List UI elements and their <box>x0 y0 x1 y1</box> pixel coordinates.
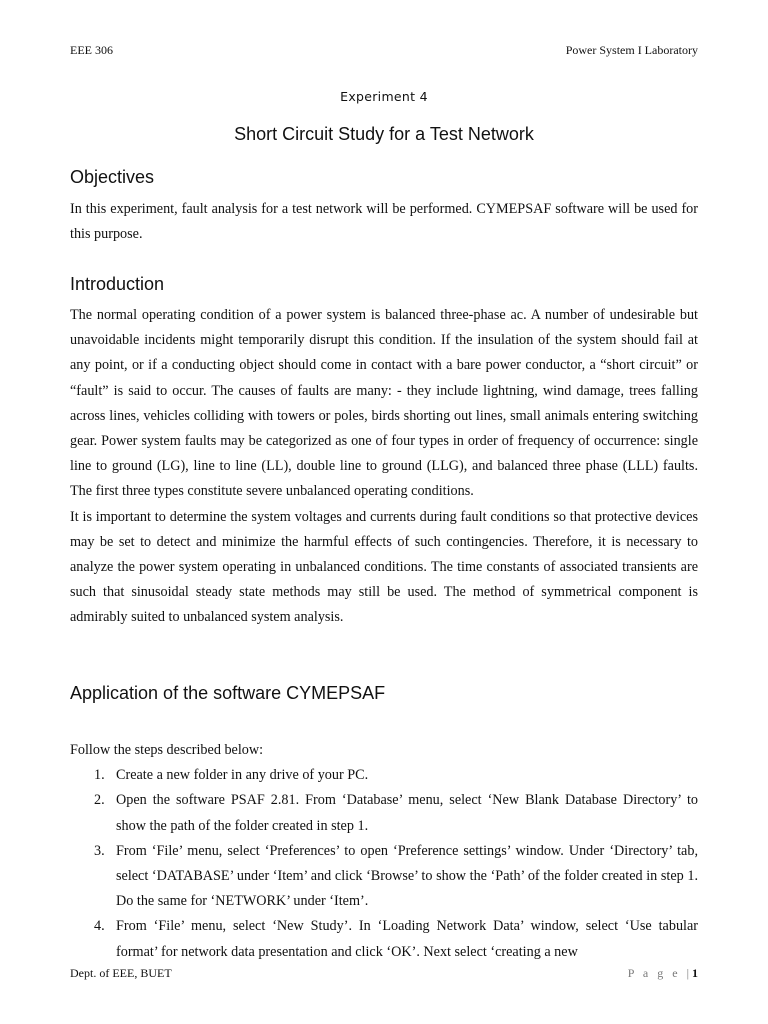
objectives-text <box>70 197 698 247</box>
page-number-value: 1 <box>692 966 698 980</box>
header-course-code: EEE 306 <box>70 43 113 57</box>
list-item <box>70 839 698 915</box>
experiment-label: Experiment 4 <box>340 89 428 104</box>
introduction-heading: Introduction <box>70 274 165 294</box>
page-label: P a g e | <box>627 966 692 980</box>
introduction-paragraph-1: The normal operating condition of a power system is balanced three-phase ac. A number of undesirable but unavoidable incidents might temporarily disrupt this condition. If the insulation of the system should fail at any point, or if a conducting object should come in contact with a bare power conductor, a “short circuit” or “fault” is said to occur. The causes of faults are many: - they include lightning, wind damage, trees falling across lines, vehicles colliding with towers or poles, birds shorting out lines, small animals entering switching gear. Power system faults may be categorized as one of four types in order of frequency of occurrence: single line to ground (LG), line to line (LL), double line to ground (LLG), and balanced three phase (LLL) faults. The first three types constitute severe unbalanced operating conditions. <box>70 307 698 500</box>
step-number: 1. <box>94 767 105 784</box>
step-number: 3. <box>94 842 105 859</box>
steps-list <box>70 763 698 965</box>
step-text: Create a new folder in any drive of your PC. <box>116 767 369 784</box>
step-number: 2. <box>94 792 105 809</box>
step-text: From ‘File’ menu, select ‘New Study’. In ‘Loading Network Data’ window, select ‘Use tabular format’ for network data presentation and click ‘OK’. Next select ‘creating a new <box>116 918 698 960</box>
application-heading: Application of the software CYMEPSAF <box>70 683 386 703</box>
objectives-paragraph: In this experiment, fault analysis for a test network will be performed. CYMEPSAF software will be used for this purpose. <box>70 201 698 243</box>
step-number: 4. <box>94 918 105 935</box>
steps-section <box>70 738 698 965</box>
introduction-paragraph-2: It is important to determine the system voltages and currents during fault conditions so that protective devices may be set to detect and minimize the harmful effects of such contingencies. Therefore, it is necessary to analyze the power system operating in unbalanced conditions. The time constants of associated transients are such that sinusoidal steady state methods may still be used. The method of symmetrical component is admirably suited to unbalanced system analysis. <box>70 508 698 626</box>
footer-department: Dept. of EEE, BUET <box>70 966 172 980</box>
header-lab-name: Power System I Laboratory <box>565 43 698 57</box>
introduction-text <box>70 303 698 631</box>
list-item <box>70 914 698 964</box>
steps-lead: Follow the steps described below: <box>70 742 264 758</box>
list-item <box>70 763 698 788</box>
page-header <box>70 43 698 58</box>
step-text: Open the software PSAF 2.81. From ‘Database’ menu, select ‘New Blank Database Directory’ to show the path of the folder created in step 1. <box>116 792 698 834</box>
page-footer <box>70 966 698 981</box>
page-number <box>628 966 698 981</box>
step-text: From ‘File’ menu, select ‘Preferences’ to open ‘Preference settings’ window. Under ‘Directory’ tab, select ‘DATABASE’ under ‘Item’ and click ‘Browse’ to show the ‘Path’ of the folder created in step 1. Do the same for ‘NETWORK’ under ‘Item’. <box>116 842 698 910</box>
objectives-heading: Objectives <box>70 167 155 187</box>
page-title: Short Circuit Study for a Test Network <box>234 124 534 144</box>
list-item <box>70 788 698 838</box>
